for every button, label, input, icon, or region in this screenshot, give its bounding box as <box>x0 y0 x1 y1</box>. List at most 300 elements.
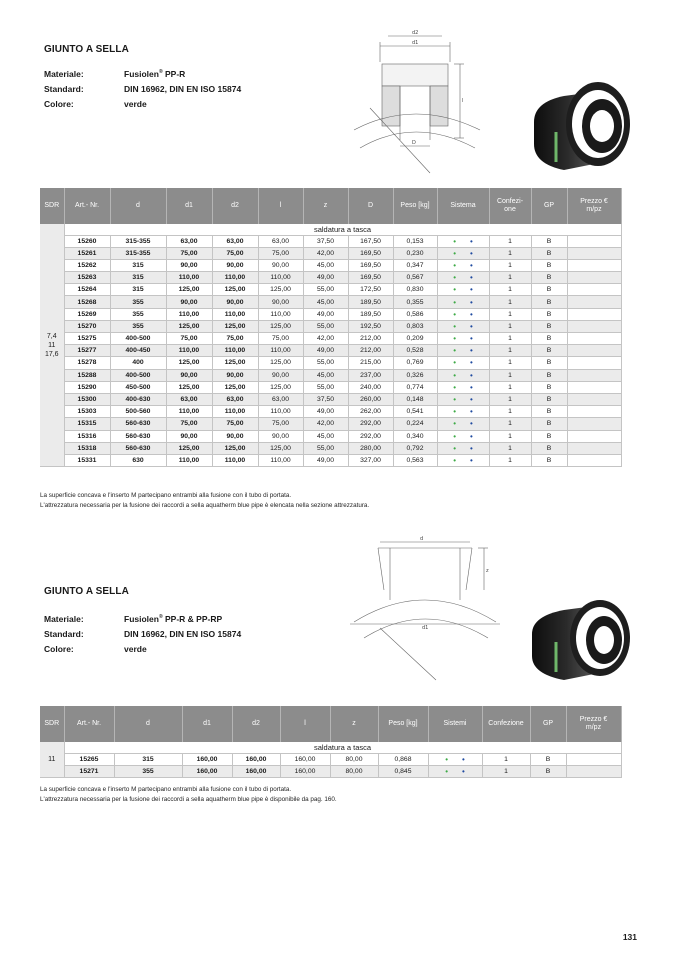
l-cell: 125,00 <box>258 320 303 332</box>
sistema-cell <box>437 320 489 332</box>
d2-cell: 125,00 <box>212 442 258 454</box>
material-label: Materiale: <box>44 613 84 624</box>
art-nr-cell: 15268 <box>64 296 110 308</box>
green-dot-icon: • <box>453 285 456 295</box>
z-cell: 42,00 <box>303 247 348 259</box>
col-gp: GP <box>530 706 566 742</box>
d-cell: 355 <box>110 296 166 308</box>
d-cell: 315 <box>110 272 166 284</box>
d2-cell: 90,00 <box>212 430 258 442</box>
d1-cell: 125,00 <box>166 357 212 369</box>
peso-cell: 0,347 <box>393 259 437 271</box>
z-cell: 49,00 <box>303 454 348 466</box>
col-peso: Peso [kg] <box>393 188 437 224</box>
d-cell: 315-355 <box>110 247 166 259</box>
table-row <box>40 247 621 259</box>
gp-cell: B <box>531 308 567 320</box>
d1-cell: 160,00 <box>182 753 232 765</box>
confezione-cell: 1 <box>489 284 531 296</box>
l-cell: 75,00 <box>258 418 303 430</box>
gp-cell: B <box>531 442 567 454</box>
prezzo-cell <box>567 272 621 284</box>
blue-dot-icon: • <box>462 754 465 764</box>
table-row <box>40 765 621 777</box>
d-cell: 315 <box>110 284 166 296</box>
art-nr-cell: 15260 <box>64 235 110 247</box>
blue-dot-icon: • <box>470 395 473 405</box>
page-number: 131 <box>622 932 637 942</box>
standard-label: Standard: <box>44 628 84 639</box>
d1-cell: 110,00 <box>166 272 212 284</box>
D-cell: 189,50 <box>348 308 393 320</box>
d1-cell: 90,00 <box>166 296 212 308</box>
prezzo-cell <box>567 284 621 296</box>
z-cell: 45,00 <box>303 430 348 442</box>
label2-d1: d1 <box>422 625 429 631</box>
green-dot-icon: • <box>453 273 456 283</box>
d2-cell: 90,00 <box>212 259 258 271</box>
blue-dot-icon: • <box>470 309 473 319</box>
d2-cell: 125,00 <box>212 381 258 393</box>
gp-cell: B <box>531 247 567 259</box>
D-cell: 212,00 <box>348 345 393 357</box>
d1-cell: 110,00 <box>166 406 212 418</box>
blue-dot-icon: • <box>470 285 473 295</box>
confezione-cell: 1 <box>489 296 531 308</box>
art-nr-cell: 15303 <box>64 406 110 418</box>
col-art-nr: Art.- Nr. <box>64 188 110 224</box>
section2-specs <box>44 611 241 656</box>
d-cell: 400-500 <box>110 369 166 381</box>
confezione-cell: 1 <box>489 235 531 247</box>
section2-title: GIUNTO A SELLA <box>44 586 129 597</box>
art-nr-cell: 15271 <box>64 765 114 777</box>
note-line: La superficie concava e l'inserto M partecipano entrambi alla fusione con il tubo di portata. <box>40 492 292 499</box>
green-dot-icon: • <box>445 766 448 776</box>
sistema-cell <box>437 259 489 271</box>
blue-dot-icon: • <box>470 431 473 441</box>
sistema-cell <box>437 406 489 418</box>
prezzo-cell <box>567 345 621 357</box>
d2-cell: 110,00 <box>212 272 258 284</box>
l-cell: 125,00 <box>258 357 303 369</box>
note-line: La superficie concava e l'inserto M partecipano entrambi alla fusione con il tubo di portata. <box>40 786 292 793</box>
subheader-saldatura: saldatura a tasca <box>64 742 621 753</box>
l-cell: 90,00 <box>258 369 303 381</box>
l-cell: 75,00 <box>258 247 303 259</box>
blue-dot-icon: • <box>470 334 473 344</box>
col-gp: GP <box>531 188 567 224</box>
d2-cell: 160,00 <box>232 765 280 777</box>
gp-cell: B <box>531 406 567 418</box>
d2-cell: 75,00 <box>212 247 258 259</box>
sistema-cell <box>437 284 489 296</box>
D-cell: 327,00 <box>348 454 393 466</box>
blue-dot-icon: • <box>470 273 473 283</box>
z-cell: 55,00 <box>303 284 348 296</box>
prezzo-cell <box>567 418 621 430</box>
art-nr-cell: 15262 <box>64 259 110 271</box>
col-confezione: Confezione <box>482 706 530 742</box>
gp-cell: B <box>531 272 567 284</box>
D-cell: 237,00 <box>348 369 393 381</box>
prezzo-cell <box>567 320 621 332</box>
col-z: z <box>303 188 348 224</box>
l-cell: 160,00 <box>280 765 330 777</box>
gp-cell: B <box>531 320 567 332</box>
sistema-cell <box>437 369 489 381</box>
saddle-technical-drawing-2 <box>340 530 500 690</box>
z-cell: 42,00 <box>303 333 348 345</box>
peso-cell: 0,355 <box>393 296 437 308</box>
sistemi-cell <box>428 753 482 765</box>
sistema-cell <box>437 333 489 345</box>
label2-z: z <box>486 568 489 574</box>
l-cell: 110,00 <box>258 272 303 284</box>
d2-cell: 110,00 <box>212 454 258 466</box>
confezione-cell: 1 <box>482 753 530 765</box>
d1-cell: 160,00 <box>182 765 232 777</box>
green-dot-icon: • <box>453 370 456 380</box>
label2-d: d <box>420 536 424 542</box>
peso-cell: 0,153 <box>393 235 437 247</box>
D-cell: 212,00 <box>348 333 393 345</box>
peso-cell: 0,326 <box>393 369 437 381</box>
col-l: l <box>258 188 303 224</box>
material-value: Fusiolen® PP-R & PP-RP <box>124 613 223 624</box>
green-dot-icon: • <box>453 309 456 319</box>
prezzo-cell <box>567 296 621 308</box>
confezione-cell: 1 <box>482 765 530 777</box>
sistema-cell <box>437 272 489 284</box>
peso-cell: 0,563 <box>393 454 437 466</box>
d1-cell: 75,00 <box>166 418 212 430</box>
label-D: D <box>412 140 416 146</box>
green-dot-icon: • <box>453 297 456 307</box>
d-cell: 400-450 <box>110 345 166 357</box>
D-cell: 192,50 <box>348 320 393 332</box>
art-nr-cell: 15316 <box>64 430 110 442</box>
confezione-cell: 1 <box>489 333 531 345</box>
gp-cell: B <box>530 765 566 777</box>
d1-cell: 125,00 <box>166 381 212 393</box>
col-d1: d1 <box>182 706 232 742</box>
d1-cell: 63,00 <box>166 235 212 247</box>
z-cell: 49,00 <box>303 272 348 284</box>
table-row <box>40 333 621 345</box>
l-cell: 63,00 <box>258 235 303 247</box>
sdr-cell: 11 <box>40 742 64 777</box>
sistema-cell <box>437 393 489 405</box>
D-cell: 169,50 <box>348 272 393 284</box>
section1-table <box>40 188 622 467</box>
blue-dot-icon: • <box>470 382 473 392</box>
green-dot-icon: • <box>453 455 456 465</box>
peso-cell: 0,209 <box>393 333 437 345</box>
d2-cell: 63,00 <box>212 393 258 405</box>
prezzo-cell <box>567 369 621 381</box>
gp-cell: B <box>531 393 567 405</box>
z-cell: 55,00 <box>303 357 348 369</box>
col-d1: d1 <box>166 188 212 224</box>
subheader-saldatura: saldatura a tasca <box>64 224 621 235</box>
d1-cell: 75,00 <box>166 247 212 259</box>
z-cell: 49,00 <box>303 406 348 418</box>
art-nr-cell: 15275 <box>64 333 110 345</box>
section1-header-row <box>40 188 621 224</box>
d2-cell: 110,00 <box>212 308 258 320</box>
D-cell: 189,50 <box>348 296 393 308</box>
section1-notes <box>40 491 369 510</box>
gp-cell: B <box>531 381 567 393</box>
table-row <box>40 284 621 296</box>
peso-cell: 0,541 <box>393 406 437 418</box>
l-cell: 90,00 <box>258 259 303 271</box>
z-cell: 49,00 <box>303 345 348 357</box>
gp-cell: B <box>531 333 567 345</box>
gp-cell: B <box>531 369 567 381</box>
gp-cell: B <box>530 753 566 765</box>
gp-cell: B <box>531 259 567 271</box>
section1-title: GIUNTO A SELLA <box>44 44 129 55</box>
col-sistemi: Sistemi <box>428 706 482 742</box>
prezzo-cell <box>567 406 621 418</box>
l-cell: 110,00 <box>258 406 303 418</box>
peso-cell: 0,567 <box>393 272 437 284</box>
color-label: Colore: <box>44 643 74 654</box>
prezzo-cell <box>567 235 621 247</box>
l-cell: 125,00 <box>258 284 303 296</box>
standard-value: DIN 16962, DIN EN ISO 15874 <box>124 628 242 639</box>
prezzo-cell <box>567 454 621 466</box>
d2-cell: 125,00 <box>212 320 258 332</box>
green-dot-icon: • <box>453 248 456 258</box>
gp-cell: B <box>531 296 567 308</box>
art-nr-cell: 15264 <box>64 284 110 296</box>
table-row <box>40 442 621 454</box>
col-peso: Peso [kg] <box>378 706 428 742</box>
table-row <box>40 753 621 765</box>
green-dot-icon: • <box>453 395 456 405</box>
z-cell: 45,00 <box>303 369 348 381</box>
table-row <box>40 369 621 381</box>
sdr-cell: 7,4 11 17,6 <box>40 224 64 467</box>
green-dot-icon: • <box>453 419 456 429</box>
gp-cell: B <box>531 357 567 369</box>
sistema-cell <box>437 381 489 393</box>
peso-cell: 0,586 <box>393 308 437 320</box>
l-cell: 160,00 <box>280 753 330 765</box>
d2-cell: 90,00 <box>212 296 258 308</box>
blue-dot-icon: • <box>470 297 473 307</box>
d1-cell: 63,00 <box>166 393 212 405</box>
z-cell: 37,50 <box>303 393 348 405</box>
z-cell: 45,00 <box>303 296 348 308</box>
peso-cell: 0,230 <box>393 247 437 259</box>
confezione-cell: 1 <box>489 247 531 259</box>
color-value: verde <box>124 643 147 654</box>
d2-cell: 110,00 <box>212 406 258 418</box>
prezzo-cell <box>567 247 621 259</box>
label-d1: d1 <box>412 40 419 46</box>
col-confezione: Confezi- one <box>489 188 531 224</box>
art-nr-cell: 15269 <box>64 308 110 320</box>
d-cell: 560-630 <box>110 418 166 430</box>
gp-cell: B <box>531 418 567 430</box>
sistema-cell <box>437 235 489 247</box>
confezione-cell: 1 <box>489 381 531 393</box>
confezione-cell: 1 <box>489 345 531 357</box>
peso-cell: 0,830 <box>393 284 437 296</box>
sistema-cell <box>437 418 489 430</box>
l-cell: 90,00 <box>258 430 303 442</box>
d-cell: 355 <box>110 320 166 332</box>
sistema-cell <box>437 454 489 466</box>
D-cell: 262,00 <box>348 406 393 418</box>
d-cell: 500-560 <box>110 406 166 418</box>
z-cell: 42,00 <box>303 418 348 430</box>
color-value: verde <box>124 98 147 109</box>
confezione-cell: 1 <box>489 454 531 466</box>
d-cell: 400 <box>110 357 166 369</box>
note-line: L'attrezzatura necessaria per la fusione dei raccordi a sella aquatherm blue pipe è elencata nella sezione attrezzatura. <box>40 501 370 509</box>
prezzo-cell <box>567 381 621 393</box>
peso-cell: 0,528 <box>393 345 437 357</box>
table-row <box>40 418 621 430</box>
confezione-cell: 1 <box>489 430 531 442</box>
table-row <box>40 235 621 247</box>
table-row <box>40 259 621 271</box>
prezzo-cell <box>567 393 621 405</box>
gp-cell: B <box>531 235 567 247</box>
confezione-cell: 1 <box>489 272 531 284</box>
l-cell: 75,00 <box>258 333 303 345</box>
prezzo-cell <box>566 753 621 765</box>
d1-cell: 125,00 <box>166 320 212 332</box>
blue-dot-icon: • <box>462 766 465 776</box>
z-cell: 37,50 <box>303 235 348 247</box>
col-sistema: Sistema <box>437 188 489 224</box>
green-dot-icon: • <box>453 236 456 246</box>
d2-cell: 125,00 <box>212 357 258 369</box>
table-row <box>40 454 621 466</box>
l-cell: 125,00 <box>258 442 303 454</box>
blue-dot-icon: • <box>470 260 473 270</box>
green-dot-icon: • <box>453 346 456 356</box>
d1-cell: 90,00 <box>166 430 212 442</box>
peso-cell: 0,340 <box>393 430 437 442</box>
d-cell: 400-500 <box>110 333 166 345</box>
blue-dot-icon: • <box>470 419 473 429</box>
art-nr-cell: 15277 <box>64 345 110 357</box>
d1-cell: 90,00 <box>166 369 212 381</box>
confezione-cell: 1 <box>489 442 531 454</box>
peso-cell: 0,769 <box>393 357 437 369</box>
sistemi-cell <box>428 765 482 777</box>
saddle-fitting-photo-2 <box>516 596 634 688</box>
green-dot-icon: • <box>445 754 448 764</box>
green-dot-icon: • <box>453 443 456 453</box>
D-cell: 280,00 <box>348 442 393 454</box>
col-d: d <box>114 706 182 742</box>
D-cell: 169,50 <box>348 247 393 259</box>
art-nr-cell: 15263 <box>64 272 110 284</box>
col-d2: d2 <box>212 188 258 224</box>
z-cell: 55,00 <box>303 442 348 454</box>
green-dot-icon: • <box>453 334 456 344</box>
art-nr-cell: 15315 <box>64 418 110 430</box>
art-nr-cell: 15278 <box>64 357 110 369</box>
z-cell: 80,00 <box>330 765 378 777</box>
material-value: Fusiolen® PP-R <box>124 68 186 79</box>
blue-dot-icon: • <box>470 455 473 465</box>
d1-cell: 110,00 <box>166 308 212 320</box>
peso-cell: 0,224 <box>393 418 437 430</box>
confezione-cell: 1 <box>489 369 531 381</box>
table-row <box>40 430 621 442</box>
col-prezzo: Prezzo € m/pz <box>566 706 621 742</box>
d2-cell: 125,00 <box>212 284 258 296</box>
d2-cell: 63,00 <box>212 235 258 247</box>
sistema-cell <box>437 442 489 454</box>
prezzo-cell <box>567 357 621 369</box>
blue-dot-icon: • <box>470 321 473 331</box>
table-row <box>40 320 621 332</box>
table-row <box>40 272 621 284</box>
l-cell: 90,00 <box>258 296 303 308</box>
d1-cell: 125,00 <box>166 284 212 296</box>
sistema-cell <box>437 430 489 442</box>
green-dot-icon: • <box>453 260 456 270</box>
blue-dot-icon: • <box>470 236 473 246</box>
d-cell: 560-630 <box>110 442 166 454</box>
sistema-cell <box>437 308 489 320</box>
standard-label: Standard: <box>44 83 84 94</box>
col-sdr: SDR <box>40 706 64 742</box>
d2-cell: 75,00 <box>212 333 258 345</box>
table-row <box>40 308 621 320</box>
col-D: D <box>348 188 393 224</box>
peso-cell: 0,803 <box>393 320 437 332</box>
green-dot-icon: • <box>453 358 456 368</box>
D-cell: 292,00 <box>348 430 393 442</box>
sistema-cell <box>437 345 489 357</box>
D-cell: 172,50 <box>348 284 393 296</box>
note-line: L'attrezzatura necessaria per la fusione dei raccordi a sella aquatherm blue pipe è disponibile da pag. 160. <box>40 795 337 803</box>
d-cell: 450-500 <box>110 381 166 393</box>
col-art-nr: Art.- Nr. <box>64 706 114 742</box>
table-row <box>40 345 621 357</box>
color-label: Colore: <box>44 98 74 109</box>
prezzo-cell <box>567 308 621 320</box>
prezzo-cell <box>567 259 621 271</box>
blue-dot-icon: • <box>470 358 473 368</box>
art-nr-cell: 15290 <box>64 381 110 393</box>
confezione-cell: 1 <box>489 393 531 405</box>
green-dot-icon: • <box>453 431 456 441</box>
section2-header-row <box>40 706 621 742</box>
label-d2: d2 <box>412 30 419 36</box>
green-dot-icon: • <box>453 407 456 417</box>
art-nr-cell: 15318 <box>64 442 110 454</box>
sistema-cell <box>437 247 489 259</box>
standard-value: DIN 16962, DIN EN ISO 15874 <box>124 83 242 94</box>
green-dot-icon: • <box>453 321 456 331</box>
z-cell: 49,00 <box>303 308 348 320</box>
blue-dot-icon: • <box>470 248 473 258</box>
l-cell: 125,00 <box>258 381 303 393</box>
d-cell: 400-630 <box>110 393 166 405</box>
